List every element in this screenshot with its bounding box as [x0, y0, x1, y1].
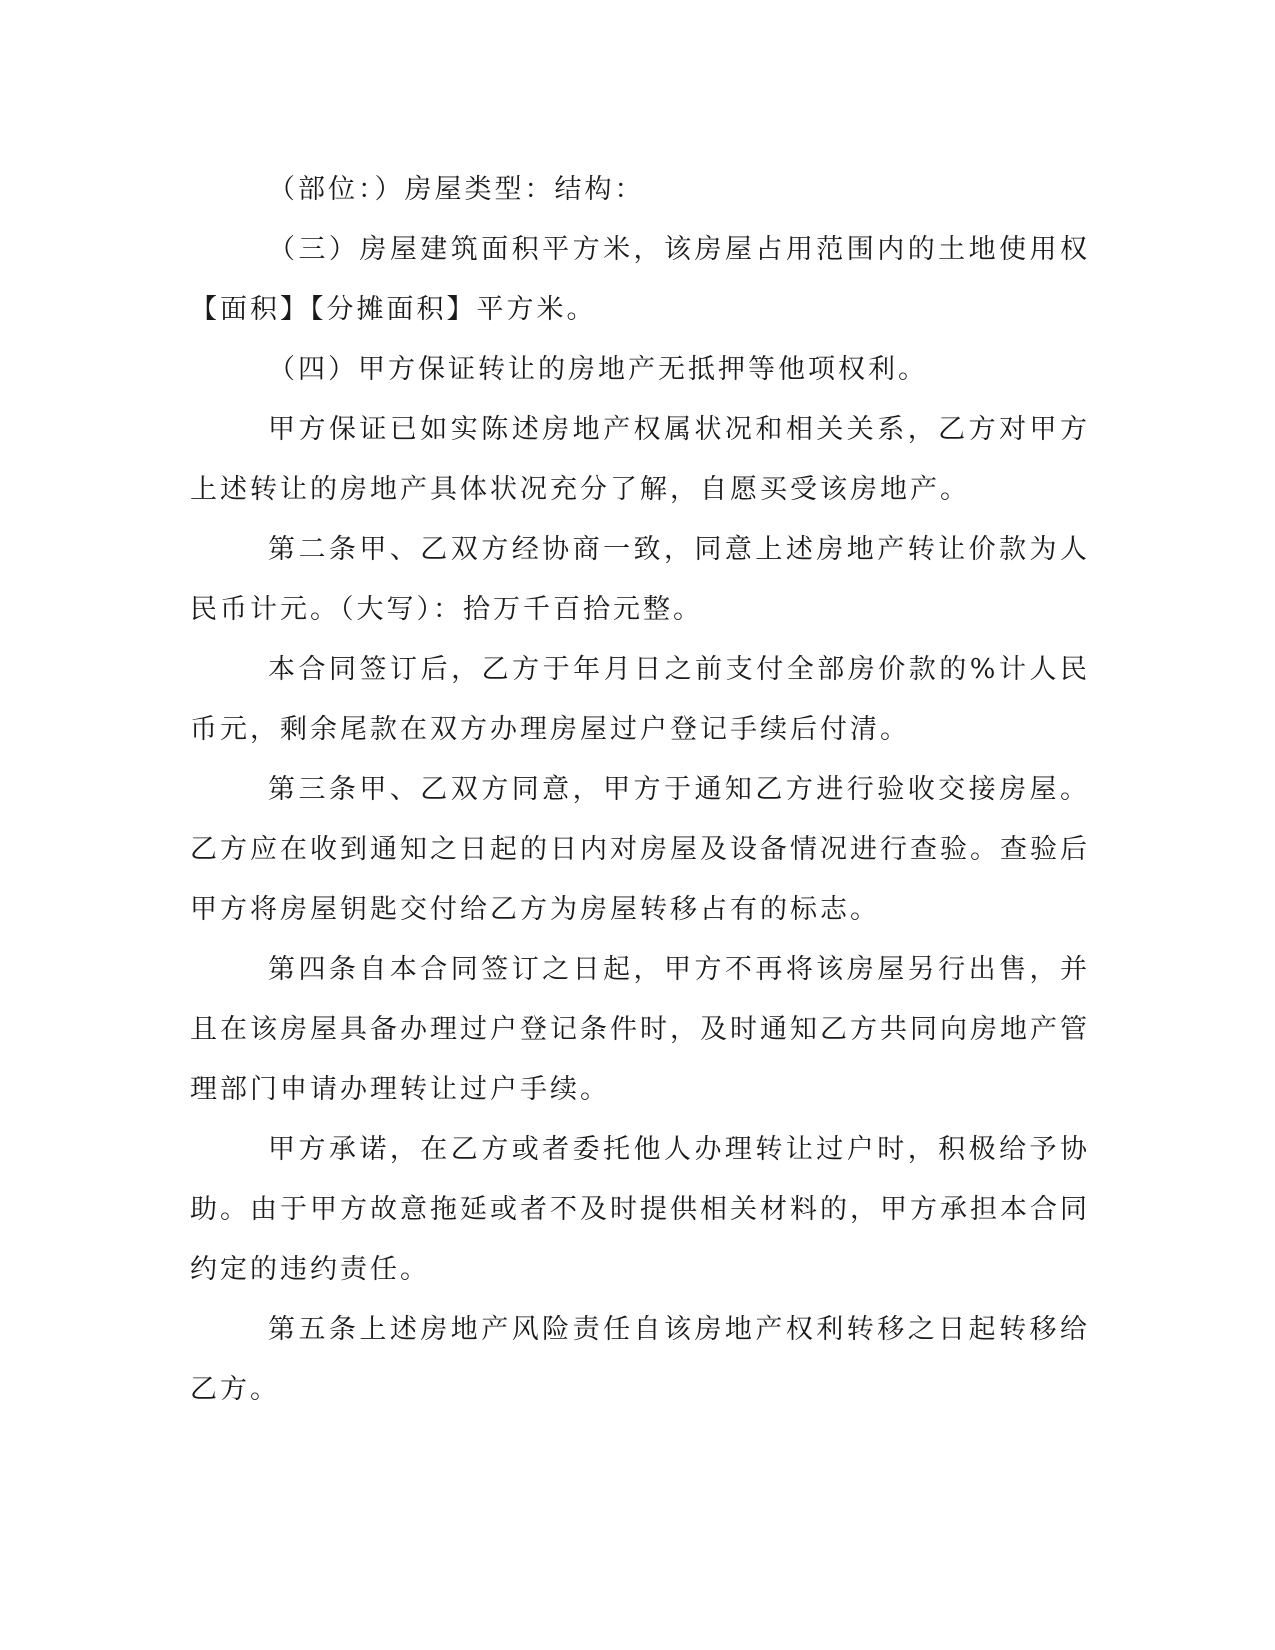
paragraph-article-3-handover: 第三条甲、乙双方同意，甲方于通知乙方进行验收交接房屋。乙方应在收到通知之日起的日内对房屋及设备情况进行查验。查验后甲方将房屋钥匙交付给乙方为房屋转移占有的标志。 — [190, 774, 1090, 925]
paragraph-article-5-risk: 第五条上述房地产风险责任自该房地产权利转移之日起转移给乙方。 — [190, 1314, 1090, 1405]
paragraph-article-4-registration: 第四条自本合同签订之日起，甲方不再将该房屋另行出售，并且在该房屋具备办理过户登记条件时，及时通知乙方共同向房地产管理部门申请办理转让过户手续。 — [190, 954, 1090, 1105]
paragraph-building-area: （三）房屋建筑面积平方米，该房屋占用范围内的土地使用权【面积】【分摊面积】平方米。 — [190, 234, 1090, 325]
paragraph-no-mortgage: （四）甲方保证转让的房地产无抵押等他项权利。 — [268, 354, 928, 385]
paragraph-payment-terms: 本合同签订后，乙方于年月日之前支付全部房价款的%计人民币元，剩余尾款在双方办理房屋过户登记手续后付清。 — [190, 654, 1090, 745]
paragraph-seller-commitment: 甲方承诺，在乙方或者委托他人办理转让过户时，积极给予协助。由于甲方故意拖延或者不及时提供相关材料的，甲方承担本合同约定的违约责任。 — [190, 1134, 1090, 1285]
document-body — [190, 160, 1090, 1420]
paragraph-location-type: （部位：）房屋类型：结构： — [268, 174, 645, 205]
paragraph-article-2-price: 第二条甲、乙双方经协商一致，同意上述房地产转让价款为人民币计元。（大写）：拾万千百拾元整。 — [190, 534, 1090, 625]
paragraph-ownership-statement: 甲方保证已如实陈述房地产权属状况和相关关系，乙方对甲方上述转让的房地产具体状况充分了解，自愿买受该房地产。 — [190, 414, 1090, 505]
